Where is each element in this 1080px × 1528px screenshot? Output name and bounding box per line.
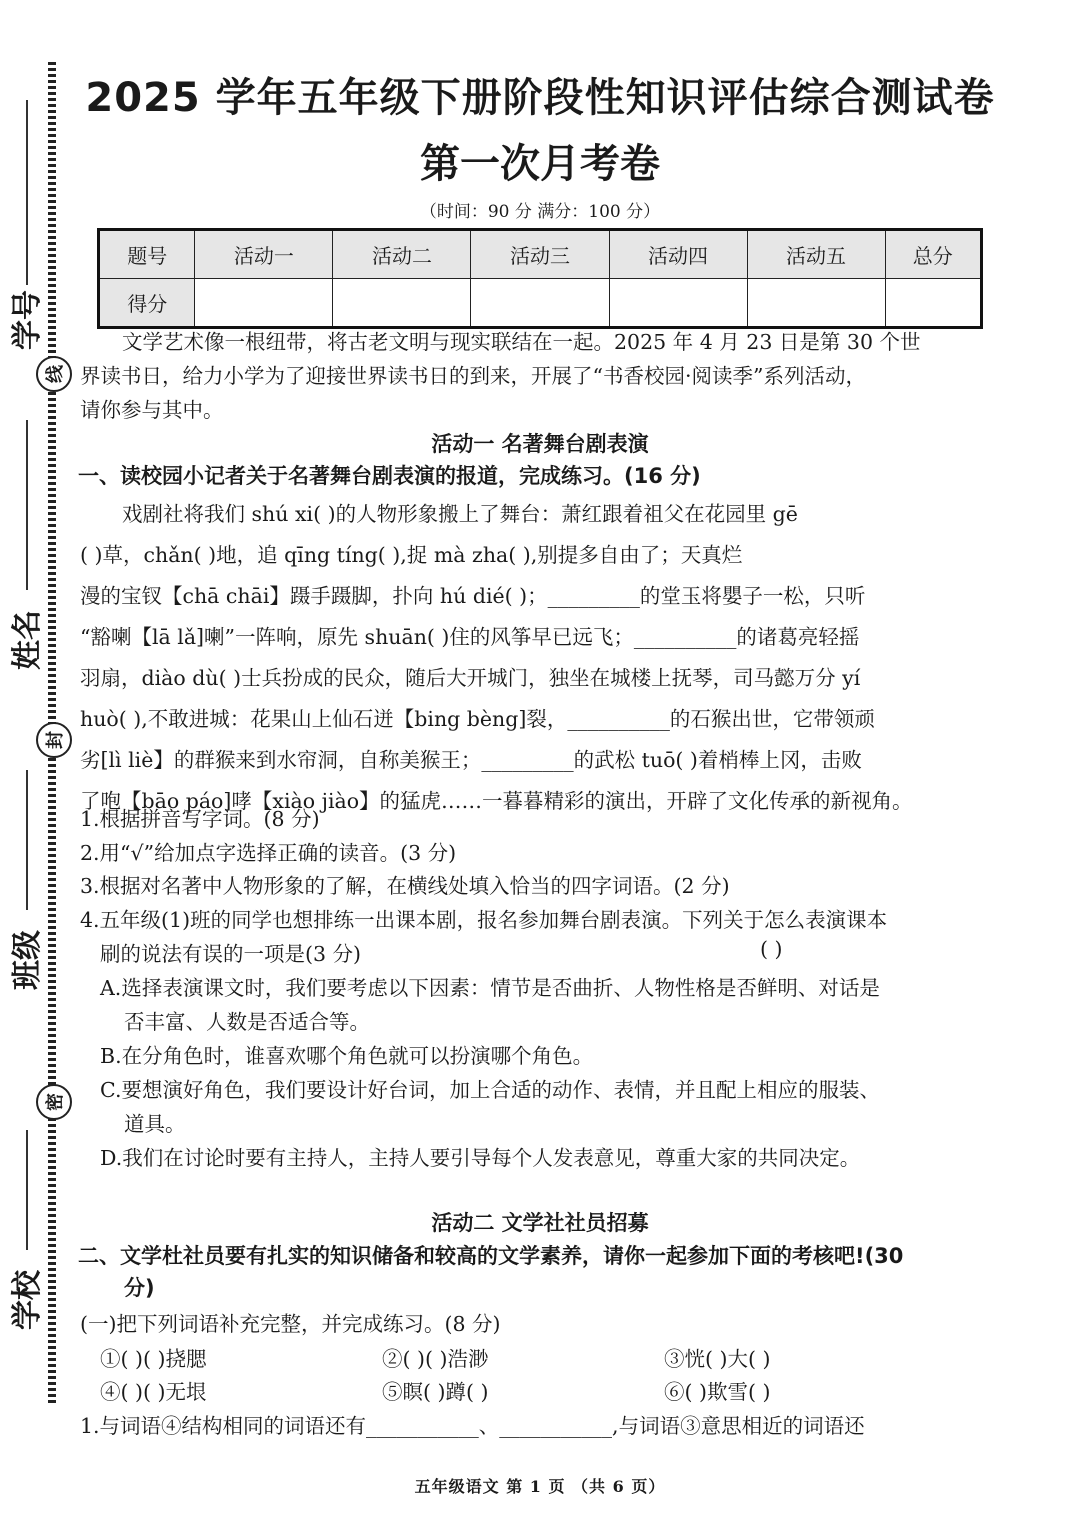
score-header-cell: 活动四 <box>609 230 747 279</box>
passage-line: 劣[lì liè】的群猴来到水帘洞，自称美猴王；_________的武松 tuō( )着梢棒上冈，击败 <box>80 748 862 772</box>
word-item: ⑥( )欺雪( ) <box>664 1380 771 1404</box>
passage-line: 羽扇，diào dù( )士兵扮成的民众，随后大开城门，独坐在城楼上抚琴，司马懿万分 yí <box>80 666 861 690</box>
question-1: 1.根据拼音写字词。(8 分) <box>80 807 320 831</box>
word-item: ③恍( )大( ) <box>664 1347 771 1371</box>
side-label-school: 学校 <box>10 1270 45 1330</box>
passage-line: ( )草，chǎn( )地，追 qīng tíng( ),捉 mà zha( ),别提多自由了；天真烂 <box>80 543 743 567</box>
score-table-score-row <box>99 279 982 328</box>
side-mark-seal: 封 <box>36 722 72 758</box>
score-header-cell: 活动二 <box>333 230 471 279</box>
question-4-cont: 刷的说法有误的一项是(3 分) <box>100 942 362 966</box>
score-table <box>97 228 983 329</box>
word-item: ⑤瞑( )蹲( ) <box>382 1380 489 1404</box>
exam-subtitle: 第一次月考卷 <box>420 141 660 187</box>
part1-question-1: 1.与词语④结构相同的词语还有___________、___________,与词语③意思相近的词语还 <box>80 1414 865 1438</box>
activity1-title: 活动一 名著舞台剧表演 <box>431 432 649 456</box>
word-item: ①( )( )挠腮 <box>100 1347 207 1371</box>
intro-paragraph <box>80 325 1005 427</box>
intro-line: 文学艺术像一根纽带，将古老文明与现实联结在一起。2025 年 4 月 23 日是第 30 个世 <box>122 330 921 354</box>
question-4: 4.五年级(1)班的同学也想排练一出课本剧，报名参加舞台剧表演。下列关于怎么表演课本 <box>80 908 888 932</box>
score-table-header-row <box>99 230 982 279</box>
side-underline-2 <box>26 420 28 590</box>
side-mark-secret: 密 <box>36 1084 72 1120</box>
option-a-cont: 否丰富、人数是否适合等。 <box>124 1010 370 1034</box>
part1-heading: (一)把下列词语补充完整，并完成练习。(8 分) <box>80 1312 501 1336</box>
side-underline-4 <box>26 1130 28 1250</box>
side-mark-line: 线 <box>36 356 72 392</box>
side-label-student-id: 学号 <box>10 290 45 350</box>
section2-heading: 二、文学杜社员要有扎实的知识储备和较高的文学素养，请你一起参加下面的考核吧!(30 <box>78 1244 904 1268</box>
score-header-cell: 题号 <box>99 230 195 279</box>
word-item: ②( )( )浩渺 <box>382 1347 489 1371</box>
passage-line: “豁喇【lā lǎ]喇”一阵响，原先 shuān( )住的风筝早已远飞；__________的诸葛亮轻摇 <box>80 625 860 649</box>
score-header-cell: 总分 <box>885 230 981 279</box>
side-underline-1 <box>26 100 28 285</box>
score-header-cell: 活动五 <box>747 230 885 279</box>
option-c-cont: 道具。 <box>124 1112 186 1136</box>
passage-line: 了咆【bāo páo]哮【xiào jiào】的猛虎……一暮暮精彩的演出，开辟了文化传承的新视角。 <box>80 789 913 813</box>
score-header-cell: 活动三 <box>471 230 609 279</box>
answer-paren[interactable]: ( ) <box>760 937 783 961</box>
activity1-passage <box>80 494 1005 822</box>
question-2: 2.用“√”给加点字选择正确的读音。(3 分) <box>80 841 457 865</box>
side-underline-3 <box>26 770 28 910</box>
question-3: 3.根据对名著中人物形象的了解，在横线处填入恰当的四字词语。(2 分) <box>80 874 730 898</box>
side-label-class: 班级 <box>10 930 45 990</box>
score-row-label: 得分 <box>99 279 195 328</box>
activity2-title: 活动二 文学社社员招募 <box>431 1211 649 1235</box>
word-item: ④( )( )无垠 <box>100 1380 207 1404</box>
option-c: C.要想演好角色，我们要设计好台词，加上合适的动作、表情，并且配上相应的服装、 <box>100 1078 880 1102</box>
side-label-name: 姓名 <box>10 610 45 670</box>
intro-line: 界读书日，给力小学为了迎接世界读书日的到来，开展了“书香校园·阅读季”系列活动， <box>80 364 866 388</box>
score-cell[interactable] <box>885 279 981 328</box>
exam-title: 2025 学年五年级下册阶段性知识评估综合测试卷 <box>85 75 995 121</box>
score-header-cell: 活动一 <box>195 230 333 279</box>
section2-heading-cont: 分) <box>124 1276 155 1300</box>
score-cell[interactable] <box>747 279 885 328</box>
exam-info: （时间：90 分 满分：100 分） <box>419 202 661 222</box>
intro-line: 请你参与其中。 <box>80 398 224 422</box>
option-d: D.我们在讨论时要有主持人，主持人要引导每个人发表意见，尊重大家的共同决定。 <box>100 1146 861 1170</box>
page-footer: 五年级语文 第 1 页 （共 6 页） <box>414 1477 666 1496</box>
option-b: B.在分角色时，谁喜欢哪个角色就可以扮演哪个角色。 <box>100 1044 594 1068</box>
passage-line: huò( ),不敢进城：花果山上仙石迸【bing bèng]裂，__________的石猴出世，它带领顽 <box>80 707 875 731</box>
passage-line: 漫的宝钗【chā chāi】蹑手蹑脚，扑向 hú dié( )；_________的堂玉将嬰子一松，只听 <box>80 584 866 608</box>
score-cell[interactable] <box>195 279 333 328</box>
section1-heading: 一、读校园小记者关于名著舞台剧表演的报道，完成练习。(16 分) <box>78 464 701 488</box>
passage-line: 戏剧社将我们 shú xi( )的人物形象搬上了舞台：萧红跟着祖父在花园里 gē <box>122 502 798 526</box>
option-a: A.选择表演课文时，我们要考虑以下因素：情节是否曲折、人物性格是否鲜明、对话是 <box>100 976 880 1000</box>
score-cell[interactable] <box>333 279 471 328</box>
score-cell[interactable] <box>609 279 747 328</box>
score-cell[interactable] <box>471 279 609 328</box>
